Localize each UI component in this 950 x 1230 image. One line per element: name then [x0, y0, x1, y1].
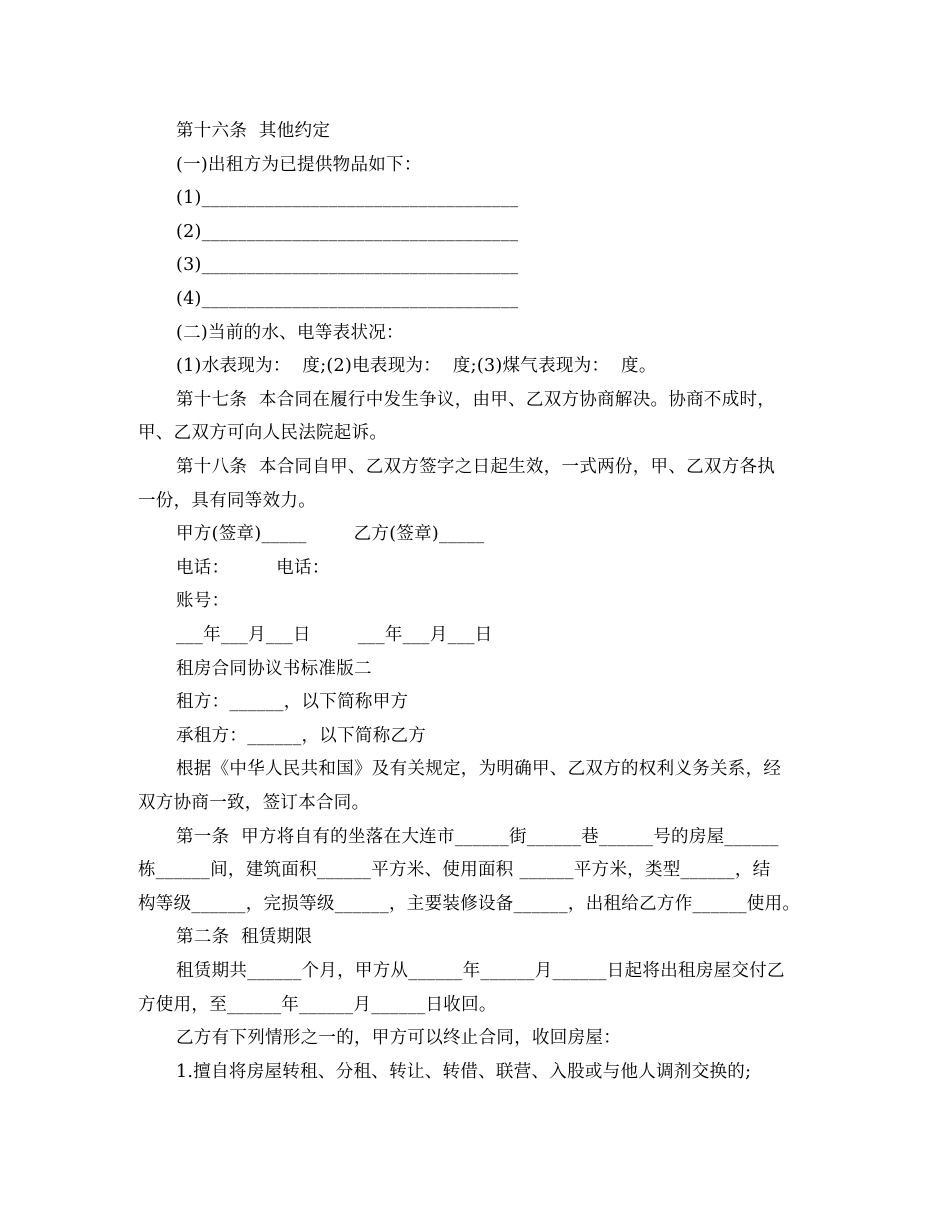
- document-line: (二)当前的水、电等表状况：: [176, 323, 404, 343]
- document-line: 第一条 甲方将自有的坐落在大连市______街______巷______号的房屋______: [176, 827, 779, 847]
- document-line: 租赁期共______个月，甲方从______年______月______日起将出租房屋交付乙: [176, 961, 785, 981]
- document-line: (4)___________________________________: [176, 289, 519, 309]
- document-line: (1)水表现为： 度;(2)电表现为： 度;(3)煤气表现为： 度。: [176, 356, 657, 376]
- document-line: 第十七条 本合同在履行中发生争议，由甲、乙双方协商解决。协商不成时，: [176, 390, 776, 410]
- document-line: 甲方(签章)_____ 乙方(签章)_____: [176, 524, 485, 544]
- document-line: 构等级______，完损等级______，主要装修设备______，出租给乙方作______使用。: [138, 894, 801, 914]
- document-line: 双方协商一致，签订本合同。: [138, 793, 370, 813]
- document-line: 一份，具有同等效力。: [138, 491, 316, 511]
- document-line: 账号：: [176, 591, 230, 611]
- document-line: (3)___________________________________: [176, 255, 519, 275]
- document-line: 根据《中华人民共和国》及有关规定，为明确甲、乙双方的权利义务关系，经: [176, 759, 782, 779]
- document-line: 1.擅自将房屋转租、分租、转让、转借、联营、入股或与他人调剂交换的;: [176, 1062, 752, 1082]
- document-line: 承租方：______，以下简称乙方: [176, 726, 427, 746]
- document-line: 甲、乙双方可向人民法院起诉。: [138, 423, 388, 443]
- document-line: 第十八条 本合同自甲、乙双方签字之日起生效，一式两份，甲、乙双方各执: [176, 457, 776, 477]
- document-line: 乙方有下列情形之一的，甲方可以终止合同，收回房屋：: [176, 1028, 621, 1048]
- document-line: 第十六条 其他约定: [176, 121, 331, 141]
- document-line: (1)___________________________________: [176, 188, 519, 208]
- document-line: (一)出租方为已提供物品如下：: [176, 155, 422, 175]
- document-line: 租房合同协议书标准版二: [176, 659, 372, 679]
- document-line: 电话： 电话：: [176, 558, 330, 578]
- document-line: 栋______间，建筑面积______平方米、使用面积 ______平方米，类型______，结: [138, 860, 771, 880]
- document-line: 第二条 租赁期限: [176, 927, 313, 947]
- document-line: 方使用，至______年______月______日收回。: [138, 995, 497, 1015]
- document-line: 租方：______，以下简称甲方: [176, 692, 409, 712]
- document-line: (2)___________________________________: [176, 222, 519, 242]
- document-line: ___年___月___日 ___年___月___日: [176, 625, 493, 645]
